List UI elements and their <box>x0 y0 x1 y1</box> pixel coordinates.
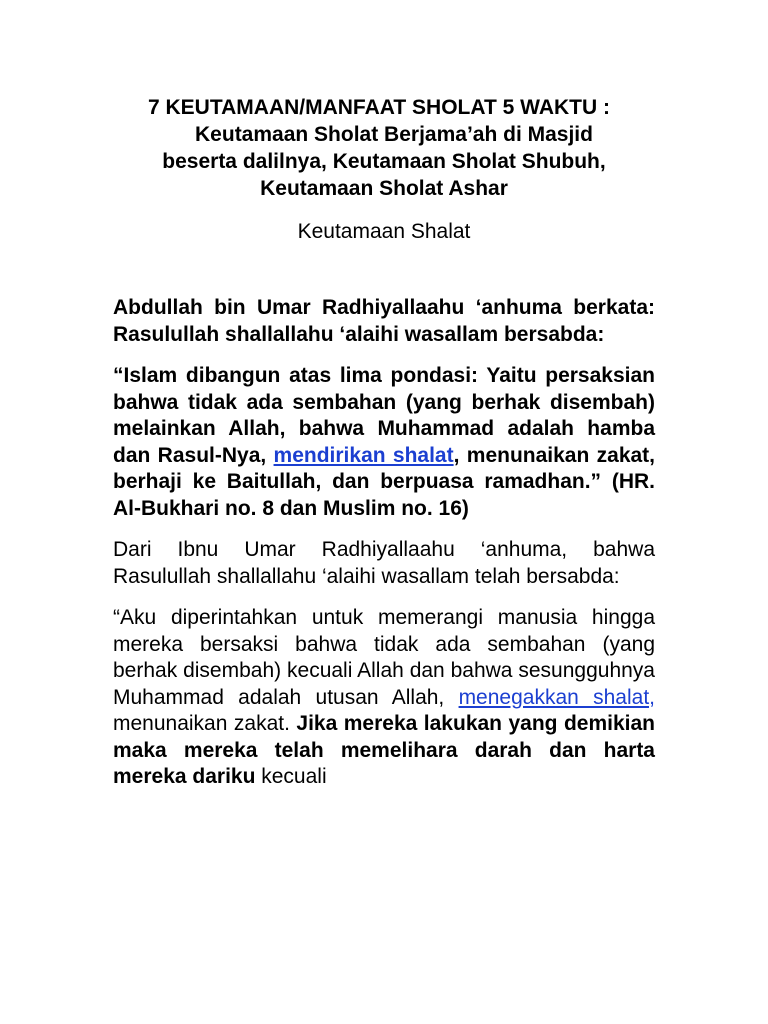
paragraph-text: kecuali <box>255 765 327 788</box>
title-line-3: beserta dalilnya, Keutamaan Sholat Shubuh, <box>162 150 606 173</box>
paragraph-text: , menunaikan zakat, berhaji ke Baitullah, dan berpuasa ramadhan.” (HR. Al-Bukhari no. 8 dan Muslim no. 16) <box>113 443 656 520</box>
paragraph-bold-text: Jika mereka lakukan yang demikian maka mereka telah memelihara darah dan harta mereka dariku <box>113 712 656 788</box>
title-line-1: 7 KEUTAMAAN/MANFAAT SHOLAT 5 WAKTU : <box>148 96 610 119</box>
paragraph-second-hadith-intro: Dari Ibnu Umar Radhiyallaahu ‘anhuma, bahwa Rasulullah shallallahu ‘alaihi wasallam telah bersabda: <box>113 538 655 588</box>
paragraph-hadith-intro: Abdullah bin Umar Radhiyallaahu ‘anhuma berkata: Rasulullah shallallahu ‘alaihi wasallam bersabda: <box>113 296 655 346</box>
paragraph-hadith-islam-pillars <box>113 363 655 522</box>
section-heading: Keutamaan Shalat <box>297 220 471 243</box>
title-line-4: Keutamaan Sholat Ashar <box>260 177 508 200</box>
title-line-2: Keutamaan Sholat Berjama’ah di Masjid <box>195 123 593 146</box>
document-title <box>113 94 655 202</box>
paragraph-text: “Aku diperintahkan untuk memerangi manusia hingga mereka bersaksi bahwa tidak ada sembahan (yang berhak disembah) kecuali Allah dan bahwa sesungguhnya Muhammad adalah utusan Allah, <box>113 606 655 709</box>
link-menegakkan-shalat[interactable]: menegakkan shalat, <box>458 685 655 709</box>
paragraph-hadith-fight-people <box>113 605 655 791</box>
paragraph-text: “Islam dibangun atas lima pondasi: Yaitu persaksian bahwa tidak ada sembahan (yang berhak disembah) melainkan Allah, bahwa Muhammad adalah hamba dan Rasul-Nya, <box>113 364 655 467</box>
paragraph-text: menunaikan zakat. <box>113 712 297 735</box>
link-mendirikan-shalat[interactable]: mendirikan shalat <box>273 443 454 467</box>
